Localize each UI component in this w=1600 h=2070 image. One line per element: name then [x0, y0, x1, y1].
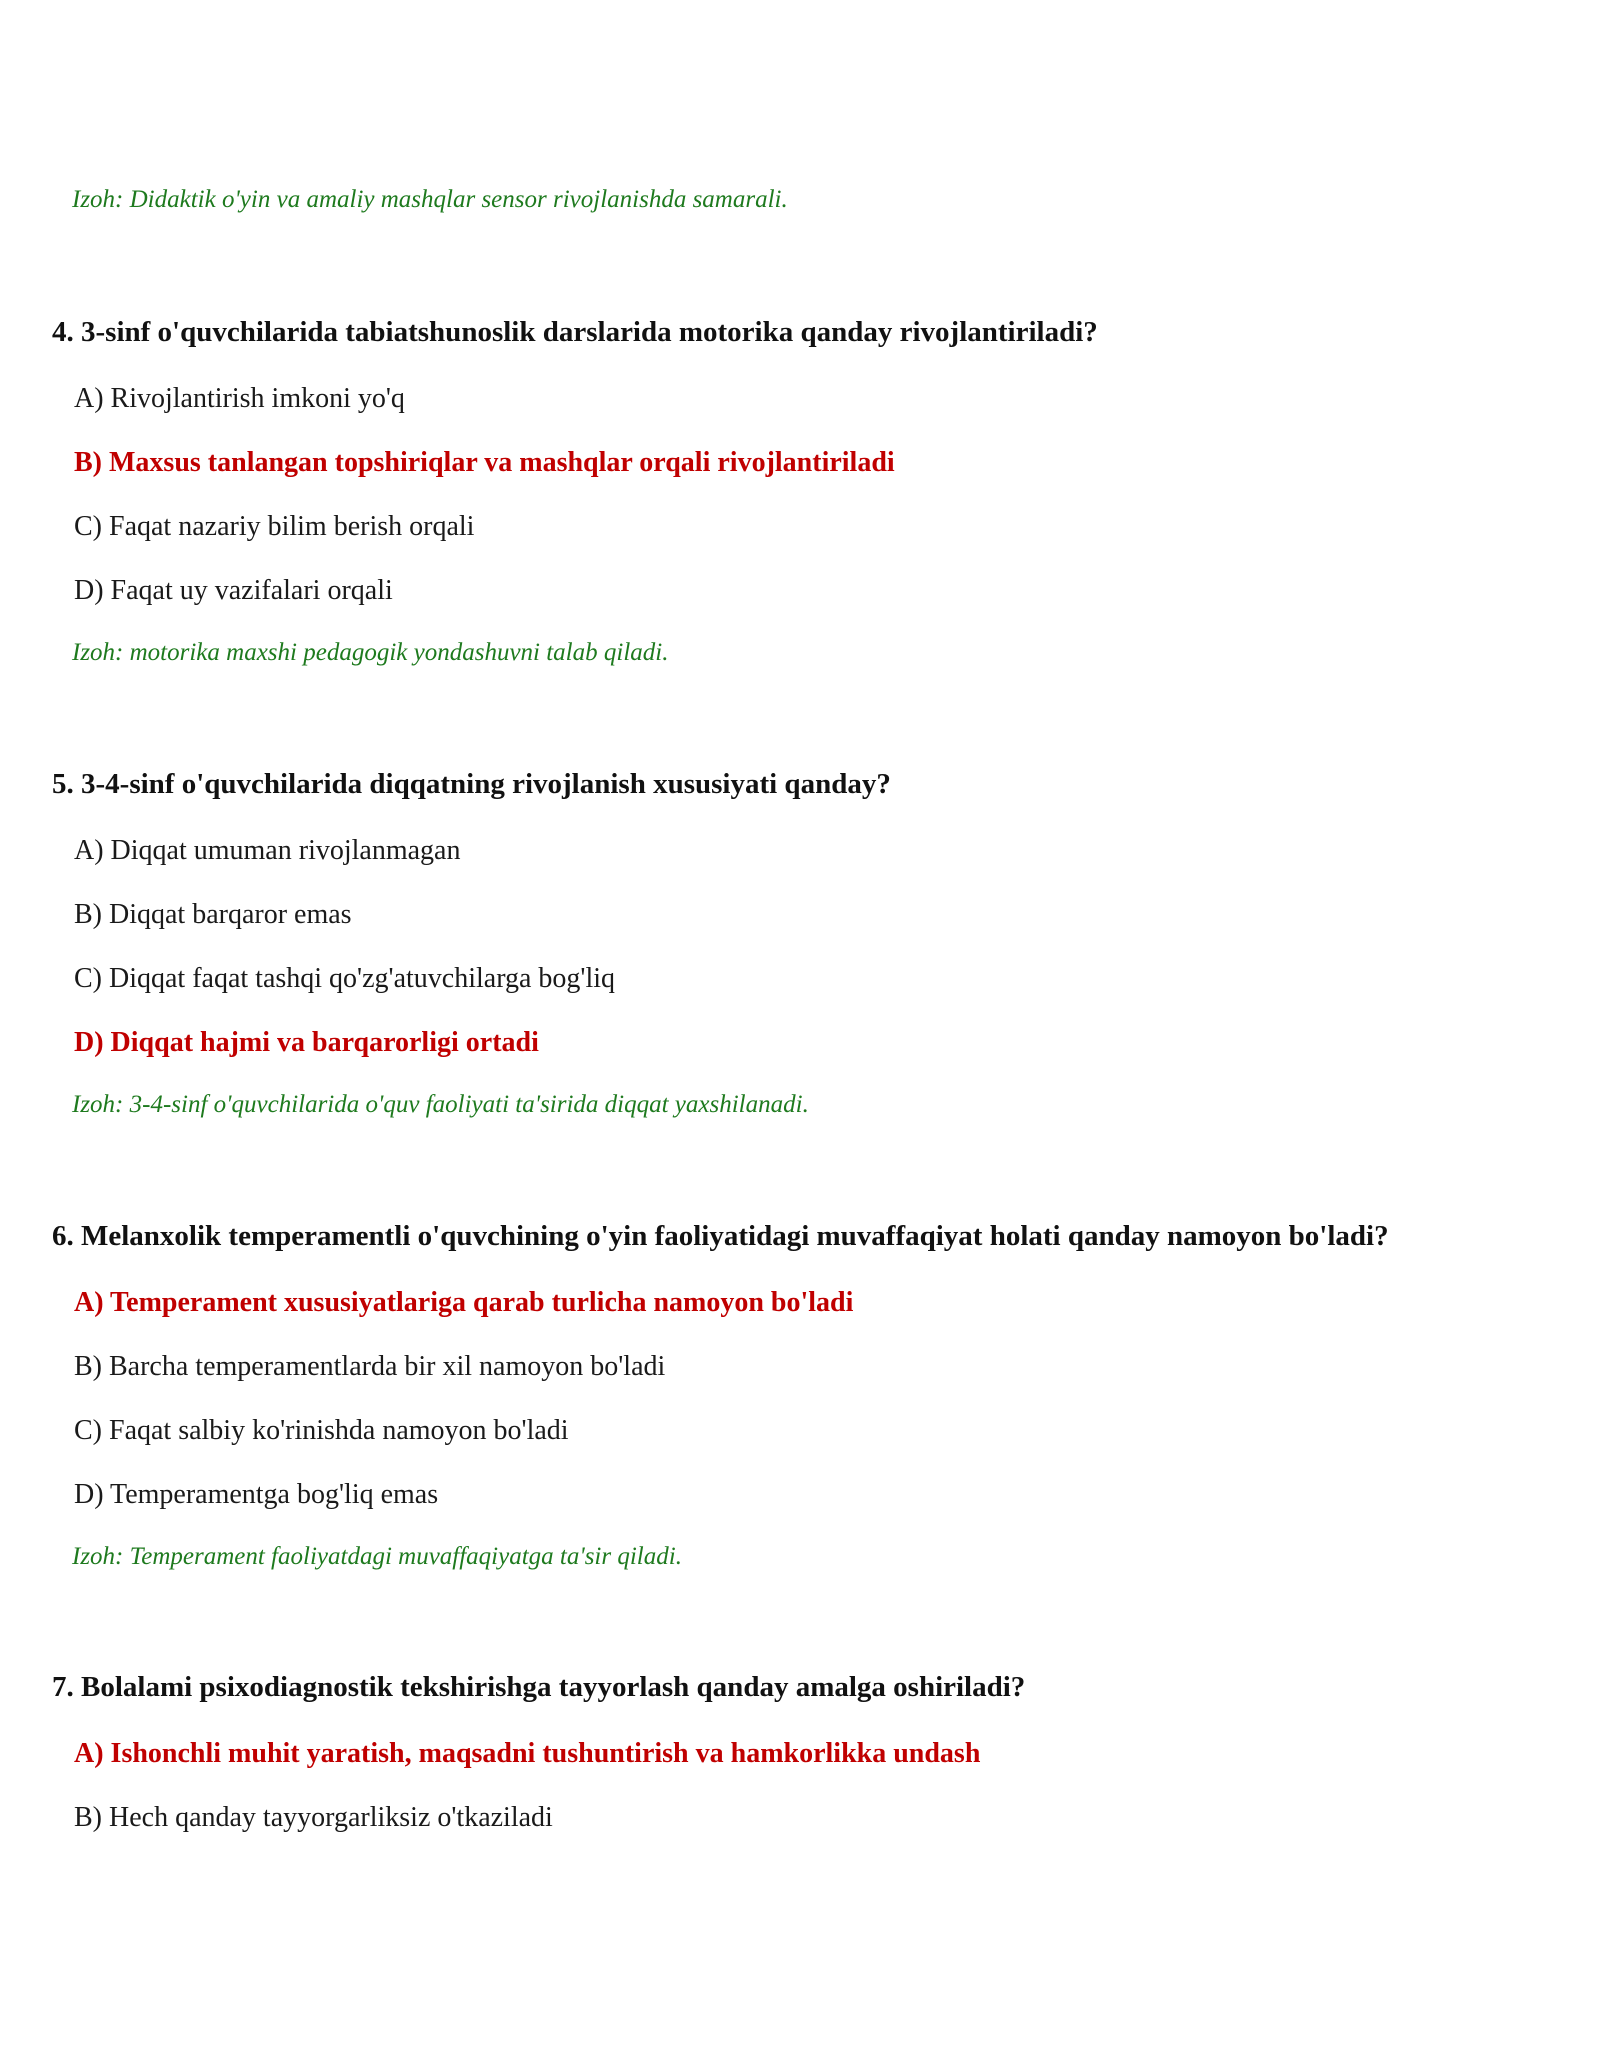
q7-option-b: B) Hech qanday tayyorgarliksiz o'tkaziladi: [74, 1802, 553, 1833]
q5-note: Izoh: 3-4-sinf o'quvchilarida o'quv faoliyati ta'sirida diqqat yaxshilanadi.: [72, 1091, 809, 1118]
q4-option-c: C) Faqat nazariy bilim berish orqali: [74, 511, 475, 542]
q6-option-b: B) Barcha temperamentlarda bir xil namoyon bo'ladi: [74, 1351, 666, 1382]
q4-option-a: A) Rivojlantirish imkoni yo'q: [74, 383, 405, 414]
q5-option-b: B) Diqqat barqaror emas: [74, 899, 352, 930]
q6-option-a-correct: A) Temperament xususiyatlariga qarab turlicha namoyon bo'ladi: [74, 1287, 854, 1318]
q4-option-d: D) Faqat uy vazifalari orqali: [74, 575, 393, 606]
q6-note: Izoh: Temperament faoliyatdagi muvaffaqiyatga ta'sir qiladi.: [72, 1543, 682, 1570]
q5-question: 5. 3-4-sinf o'quvchilarida diqqatning rivojlanish xususiyati qanday?: [52, 768, 891, 800]
q5-option-c: C) Diqqat faqat tashqi qo'zg'atuvchilarga bog'liq: [74, 963, 616, 994]
q7-question: 7. Bolalami psixodiagnostik tekshirishga tayyorlash qanday amalga oshiriladi?: [52, 1671, 1026, 1703]
q5-option-a: A) Diqqat umuman rivojlanmagan: [74, 835, 461, 866]
q7-option-a-correct: A) Ishonchli muhit yaratish, maqsadni tushuntirish va hamkorlikka undash: [74, 1738, 981, 1769]
q4-question: 4. 3-sinf o'quvchilarida tabiatshunoslik darslarida motorika qanday rivojlantiriladi?: [52, 316, 1098, 348]
q6-option-d: D) Temperamentga bog'liq emas: [74, 1479, 439, 1510]
q3-note: Izoh: Didaktik o'yin va amaliy mashqlar sensor rivojlanishda samarali.: [72, 186, 788, 213]
q4-option-b-correct: B) Maxsus tanlangan topshiriqlar va mashqlar orqali rivojlantiriladi: [74, 447, 895, 478]
q4-note: Izoh: motorika maxshi pedagogik yondashuvni talab qiladi.: [72, 639, 669, 666]
q6-question: 6. Melanxolik temperamentli o'quvchining o'yin faoliyatidagi muvaffaqiyat holati qanday namoyon bo'ladi?: [52, 1220, 1389, 1252]
q5-option-d-correct: D) Diqqat hajmi va barqarorligi ortadi: [74, 1027, 539, 1058]
q6-option-c: C) Faqat salbiy ko'rinishda namoyon bo'ladi: [74, 1415, 569, 1446]
